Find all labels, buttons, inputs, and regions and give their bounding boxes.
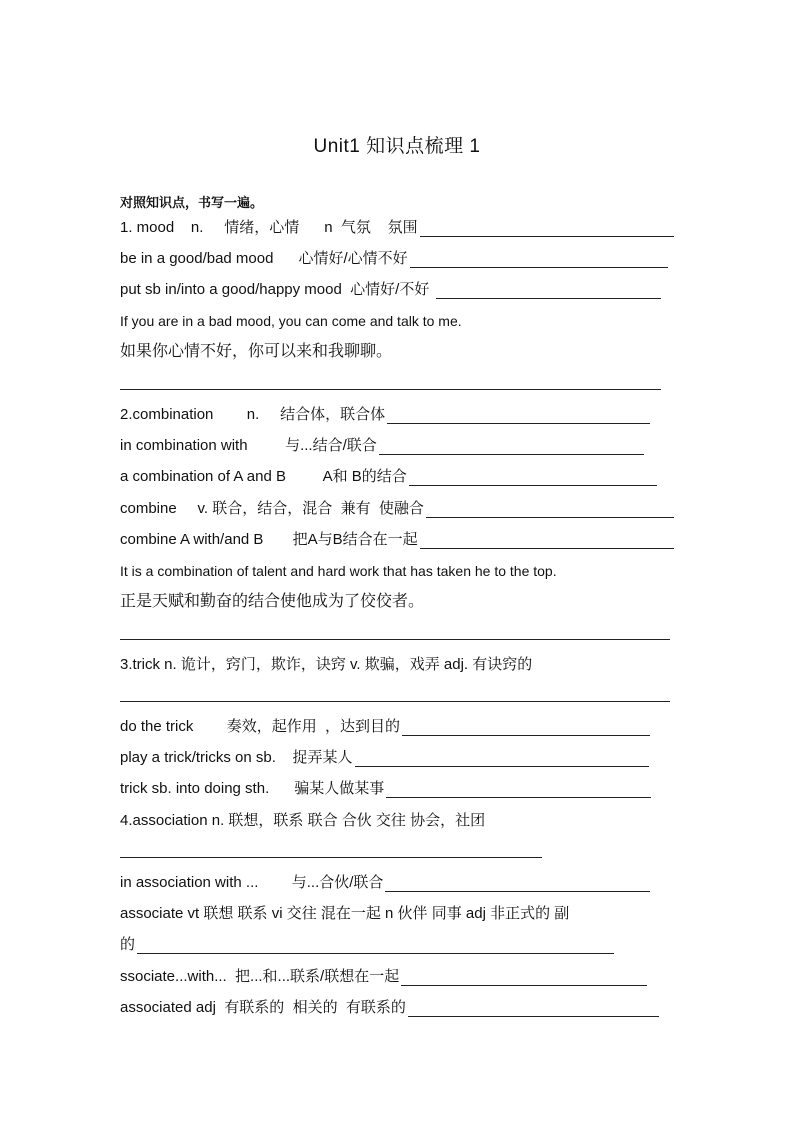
entry-trick: 3.trick n. 诡计，窍门，欺诈，诀窍 v. 欺骗，戏弄 adj. 有诀窍的	[120, 656, 533, 673]
entry-do-the-trick	[120, 718, 650, 736]
answer-line[interactable]	[120, 639, 670, 640]
entry-text: do the trick 奏效，起作用 ，达到目的	[120, 718, 401, 735]
answer-line[interactable]	[120, 701, 670, 702]
entry-in-combination	[120, 437, 644, 455]
entry-put-sb-mood	[120, 281, 661, 299]
entry-text: put sb in/into a good/happy mood 心情好/不好	[120, 281, 434, 298]
example-cn: 正是天赋和勤奋的结合使他成为了佼佼者。	[120, 593, 425, 610]
entry-text: in combination with 与...结合/联合	[120, 437, 377, 454]
entry-associated	[120, 999, 659, 1017]
entry-trick-sb	[120, 780, 651, 798]
answer-blank[interactable]	[426, 501, 674, 518]
answer-blank[interactable]	[386, 781, 651, 798]
answer-blank[interactable]	[410, 251, 668, 268]
example-en: It is a combination of talent and hard work that has taken he to the top.	[120, 563, 557, 579]
entry-combination	[120, 406, 650, 424]
answer-blank[interactable]	[355, 750, 649, 767]
entry-text: 2.combination n. 结合体，联合体	[120, 406, 386, 423]
page-title: Unit1 知识点梳理 1	[313, 136, 481, 157]
answer-blank[interactable]	[436, 282, 662, 299]
answer-blank[interactable]	[387, 407, 650, 424]
answer-blank[interactable]	[379, 438, 644, 455]
answer-blank[interactable]	[401, 969, 647, 986]
entry-text: play a trick/tricks on sb. 捉弄某人	[120, 749, 353, 766]
instruction: 对照知识点，书写一遍。	[120, 195, 264, 210]
answer-blank[interactable]	[420, 220, 674, 237]
entry-text: 的	[120, 936, 136, 953]
entry-associate-cont	[120, 936, 614, 954]
answer-blank[interactable]	[137, 937, 614, 954]
entry-text: trick sb. into doing sth. 骗某人做某事	[120, 780, 385, 797]
example-en: If you are in a bad mood, you can come and talk to me.	[120, 313, 462, 329]
answer-blank[interactable]	[409, 469, 657, 486]
entry-text: ssociate...with... 把...和...联系/联想在一起	[120, 968, 400, 985]
entry-in-association	[120, 874, 650, 892]
entry-text: 1. mood n. 情绪，心情 n 气氛 氛围	[120, 219, 418, 236]
answer-blank[interactable]	[408, 1000, 659, 1017]
entry-combine-ab	[120, 531, 674, 549]
entry-association: 4.association n. 联想，联系 联合 合伙 交往 协会，社团	[120, 812, 486, 829]
answer-line[interactable]	[120, 857, 542, 858]
entry-combine	[120, 500, 674, 518]
entry-play-trick	[120, 749, 649, 767]
answer-blank[interactable]	[385, 875, 650, 892]
answer-line[interactable]	[120, 389, 661, 390]
answer-blank[interactable]	[420, 532, 674, 549]
entry-mood	[120, 219, 674, 237]
entry-good-bad-mood	[120, 250, 668, 268]
example-cn: 如果你心情不好，你可以来和我聊聊。	[120, 343, 393, 360]
entry-associate-with	[120, 968, 647, 986]
entry-text: in association with ... 与...合伙/联合	[120, 874, 384, 891]
entry-text: a combination of A and B A和 B的结合	[120, 468, 407, 485]
entry-text: combine A with/and B 把A与B结合在一起	[120, 531, 418, 548]
entry-a-combination	[120, 468, 657, 486]
entry-text: combine v. 联合，结合，混合 兼有 使融合	[120, 500, 424, 517]
answer-blank[interactable]	[402, 719, 650, 736]
entry-associate: associate vt 联想 联系 vi 交往 混在一起 n 伙伴 同事 adj 非正式的 副	[120, 905, 570, 922]
entry-text: associated adj 有联系的 相关的 有联系的	[120, 999, 406, 1016]
entry-text: be in a good/bad mood 心情好/心情不好	[120, 250, 408, 267]
